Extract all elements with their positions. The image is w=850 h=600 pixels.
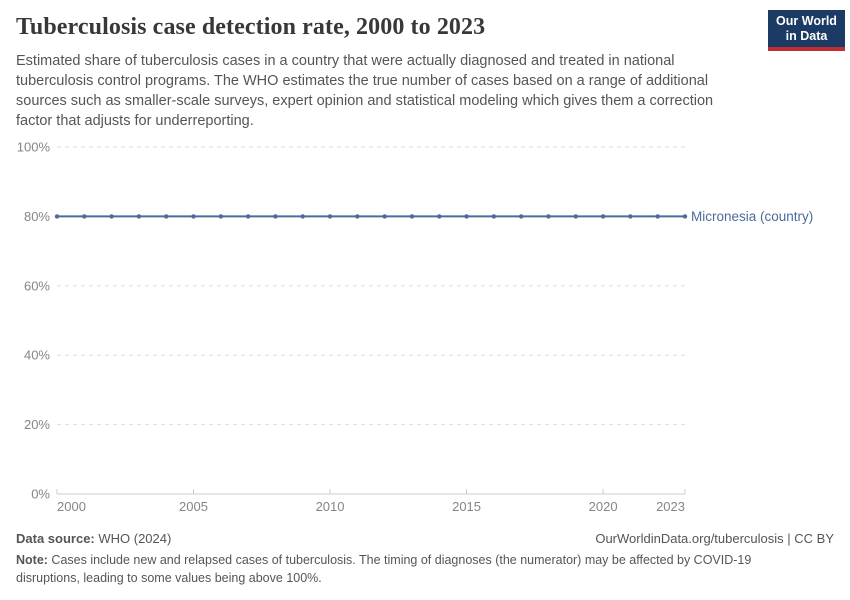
owid-logo (768, 10, 845, 51)
x-tick-label-2010: 2010 (315, 499, 345, 514)
data-source-text (16, 531, 171, 546)
data-point-2017[interactable] (519, 214, 523, 218)
data-point-2001[interactable] (82, 214, 86, 218)
y-tick-label-60: 60% (23, 278, 50, 294)
data-point-2009[interactable] (301, 214, 305, 218)
x-tick-label-2005: 2005 (179, 499, 208, 514)
y-tick-label-80: 80% (23, 208, 50, 224)
chart-subtitle: Estimated share of tuberculosis cases in a country that were actually diagnosed and treated in national tuberculosis control programs. The WHO estimates the true number of cases based on a range of additional sources such as smaller-scale surveys, expert opinion and statistical modeling which gives them a correction factor that adjusts for underreporting. (16, 53, 714, 129)
data-point-2007[interactable] (246, 214, 250, 218)
data-point-2014[interactable] (437, 214, 441, 218)
data-point-2011[interactable] (355, 214, 359, 218)
note-value: Cases include new and relapsed cases of tuberculosis. The timing of diagnoses (the numerator) may be affected by COVID-19 disruptions, leading to some values being above 100%. (16, 553, 752, 585)
attribution-link[interactable]: OurWorldinData.org/tuberculosis | CC BY (595, 531, 834, 546)
y-tick-label-0: 0% (31, 486, 50, 502)
x-tick-label-2020: 2020 (588, 499, 618, 514)
data-point-2015[interactable] (464, 214, 468, 218)
chart-title: Tuberculosis case detection rate, 2000 to 2023 (16, 14, 486, 40)
data-point-2008[interactable] (273, 214, 277, 218)
data-point-2012[interactable] (382, 214, 386, 218)
data-point-2002[interactable] (109, 214, 113, 218)
data-source-label: Data source: (16, 531, 95, 546)
owid-logo-line2: in Data (785, 28, 828, 43)
data-source-value: WHO (2024) (94, 531, 172, 546)
owid-logo-line1: Our World (776, 13, 837, 28)
line-chart (0, 135, 850, 525)
x-tick-label-2000: 2000 (57, 499, 86, 514)
x-tick-label-2015: 2015 (452, 499, 482, 514)
note-label: Note: (16, 553, 48, 567)
data-point-2020[interactable] (601, 214, 605, 218)
y-tick-label-20: 20% (23, 417, 50, 433)
data-point-2021[interactable] (628, 214, 632, 218)
data-point-2019[interactable] (574, 214, 578, 218)
data-point-2023[interactable] (683, 214, 687, 218)
data-point-2004[interactable] (164, 214, 168, 218)
data-point-2003[interactable] (137, 214, 141, 218)
series-label[interactable]: Micronesia (country) (691, 208, 814, 224)
data-point-2016[interactable] (492, 214, 496, 218)
data-point-2013[interactable] (410, 214, 414, 218)
y-tick-label-40: 40% (23, 347, 50, 363)
data-point-2006[interactable] (219, 214, 223, 218)
data-point-2005[interactable] (191, 214, 195, 218)
footer-note (16, 552, 764, 588)
footer-sources-row (16, 531, 834, 546)
data-point-2022[interactable] (655, 214, 659, 218)
y-tick-label-100: 100% (16, 139, 50, 155)
data-point-2000[interactable] (55, 214, 59, 218)
data-point-2018[interactable] (546, 214, 550, 218)
x-tick-label-2023: 2023 (656, 499, 685, 514)
data-point-2010[interactable] (328, 214, 332, 218)
